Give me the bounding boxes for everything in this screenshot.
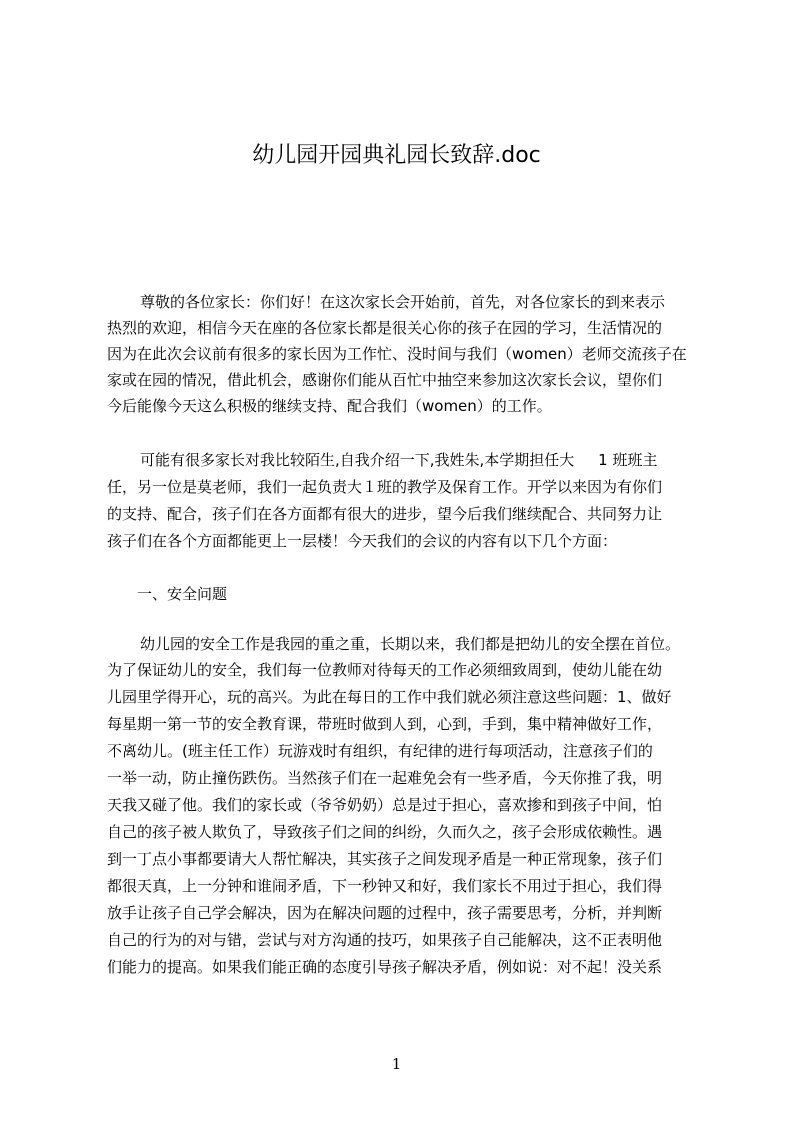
paragraph-1-line-2: 热烈的欢迎，相信今天在座的各位家长都是很关心你的孩子在园的学习，生活情况的 — [107, 319, 663, 337]
paragraph-1-line-3: 因为在此次会议前有很多的家长因为工作忙、没时间与我们（women）老师交流孩子在 — [107, 345, 687, 363]
paragraph-2-line-2: 任，另一位是莫老师，我们一起负责大１班的教学及保育工作。开学以来因为有你们 — [107, 478, 663, 496]
paragraph-1-line-5: 今后能像今天这么积极的继续支持、配合我们（women）的工作。 — [107, 397, 552, 415]
paragraph-3-line-9: 到一丁点小事都要请大人帮忙解决，其实孩子之间发现矛盾是一种正常现象，孩子们 — [107, 850, 663, 868]
paragraph-3-line-12: 自己的行为的对与错，尝试与对方沟通的技巧，如果孩子自己能解决，这不正表明他 — [107, 931, 663, 949]
paragraph-3-line-3: 儿园里学得开心，玩的高兴。为此在每日的工作中我们就必须注意这些问题：1、做好 — [107, 688, 672, 706]
paragraph-3-line-11: 放手让孩子自己学会解决，因为在解决问题的过程中，孩子需要思考，分析，并判断 — [107, 904, 663, 922]
paragraph-3-line-6: 一举一动，防止撞伤跌伤。当然孩子们在一起难免会有一些矛盾，今天你推了我，明 — [107, 769, 663, 787]
paragraph-3-line-1: 幼儿园的安全工作是我园的重之重，长期以来，我们都是把幼儿的安全摆在首位。 — [140, 635, 681, 653]
paragraph-3-line-13: 们能力的提高。如果我们能正确的态度引导孩子解决矛盾，例如说：对不起！没关系 — [107, 958, 663, 976]
paragraph-2-line-1: 可能有很多家长对我比较陌生,自我介绍一下,我姓朱,本学期担任大 1 班班主 — [140, 451, 658, 469]
paragraph-2-line-3: 的支持、配合，孩子们在各方面都有很大的进步，望今后我们继续配合、共同努力让 — [107, 505, 663, 523]
document-title: 幼儿园开园典礼园长致辞.doc — [252, 143, 541, 168]
section-heading-safety: 一、安全问题 — [137, 585, 228, 603]
paragraph-3-line-4: 每星期一第一节的安全教育课，带班时做到人到，心到，手到，集中精神做好工作， — [107, 715, 663, 733]
page-number: 1 — [391, 1055, 402, 1073]
paragraph-3-line-8: 自己的孩子被人欺负了，导致孩子们之间的纠纷，久而久之，孩子会形成依赖性。遇 — [107, 823, 663, 841]
paragraph-3-line-2: 为了保证幼儿的安全，我们每一位教师对待每天的工作必须细致周到，使幼儿能在幼 — [107, 661, 663, 679]
paragraph-1-line-1: 尊敬的各位家长：你们好！在这次家长会开始前，首先，对各位家长的到来表示 — [140, 293, 666, 311]
paragraph-1-line-4: 家或在园的情况，借此机会，感谢你们能从百忙中抽空来参加这次家长会议，望你们 — [107, 371, 663, 389]
paragraph-3-line-5: 不离幼儿。(班主任工作）玩游戏时有组织，有纪律的进行每项活动，注意孩子们的 — [107, 742, 653, 760]
paragraph-3-line-10: 都很天真，上一分钟和谁闹矛盾，下一秒钟又和好，我们家长不用过于担心，我们得 — [107, 877, 663, 895]
paragraph-3-line-7: 天我又碰了他。我们的家长或（爷爷奶奶）总是过于担心，喜欢掺和到孩子中间，怕 — [107, 796, 663, 814]
paragraph-2-line-4: 孩子们在各个方面都能更上一层楼！今天我们的会议的内容有以下几个方面： — [107, 532, 618, 550]
